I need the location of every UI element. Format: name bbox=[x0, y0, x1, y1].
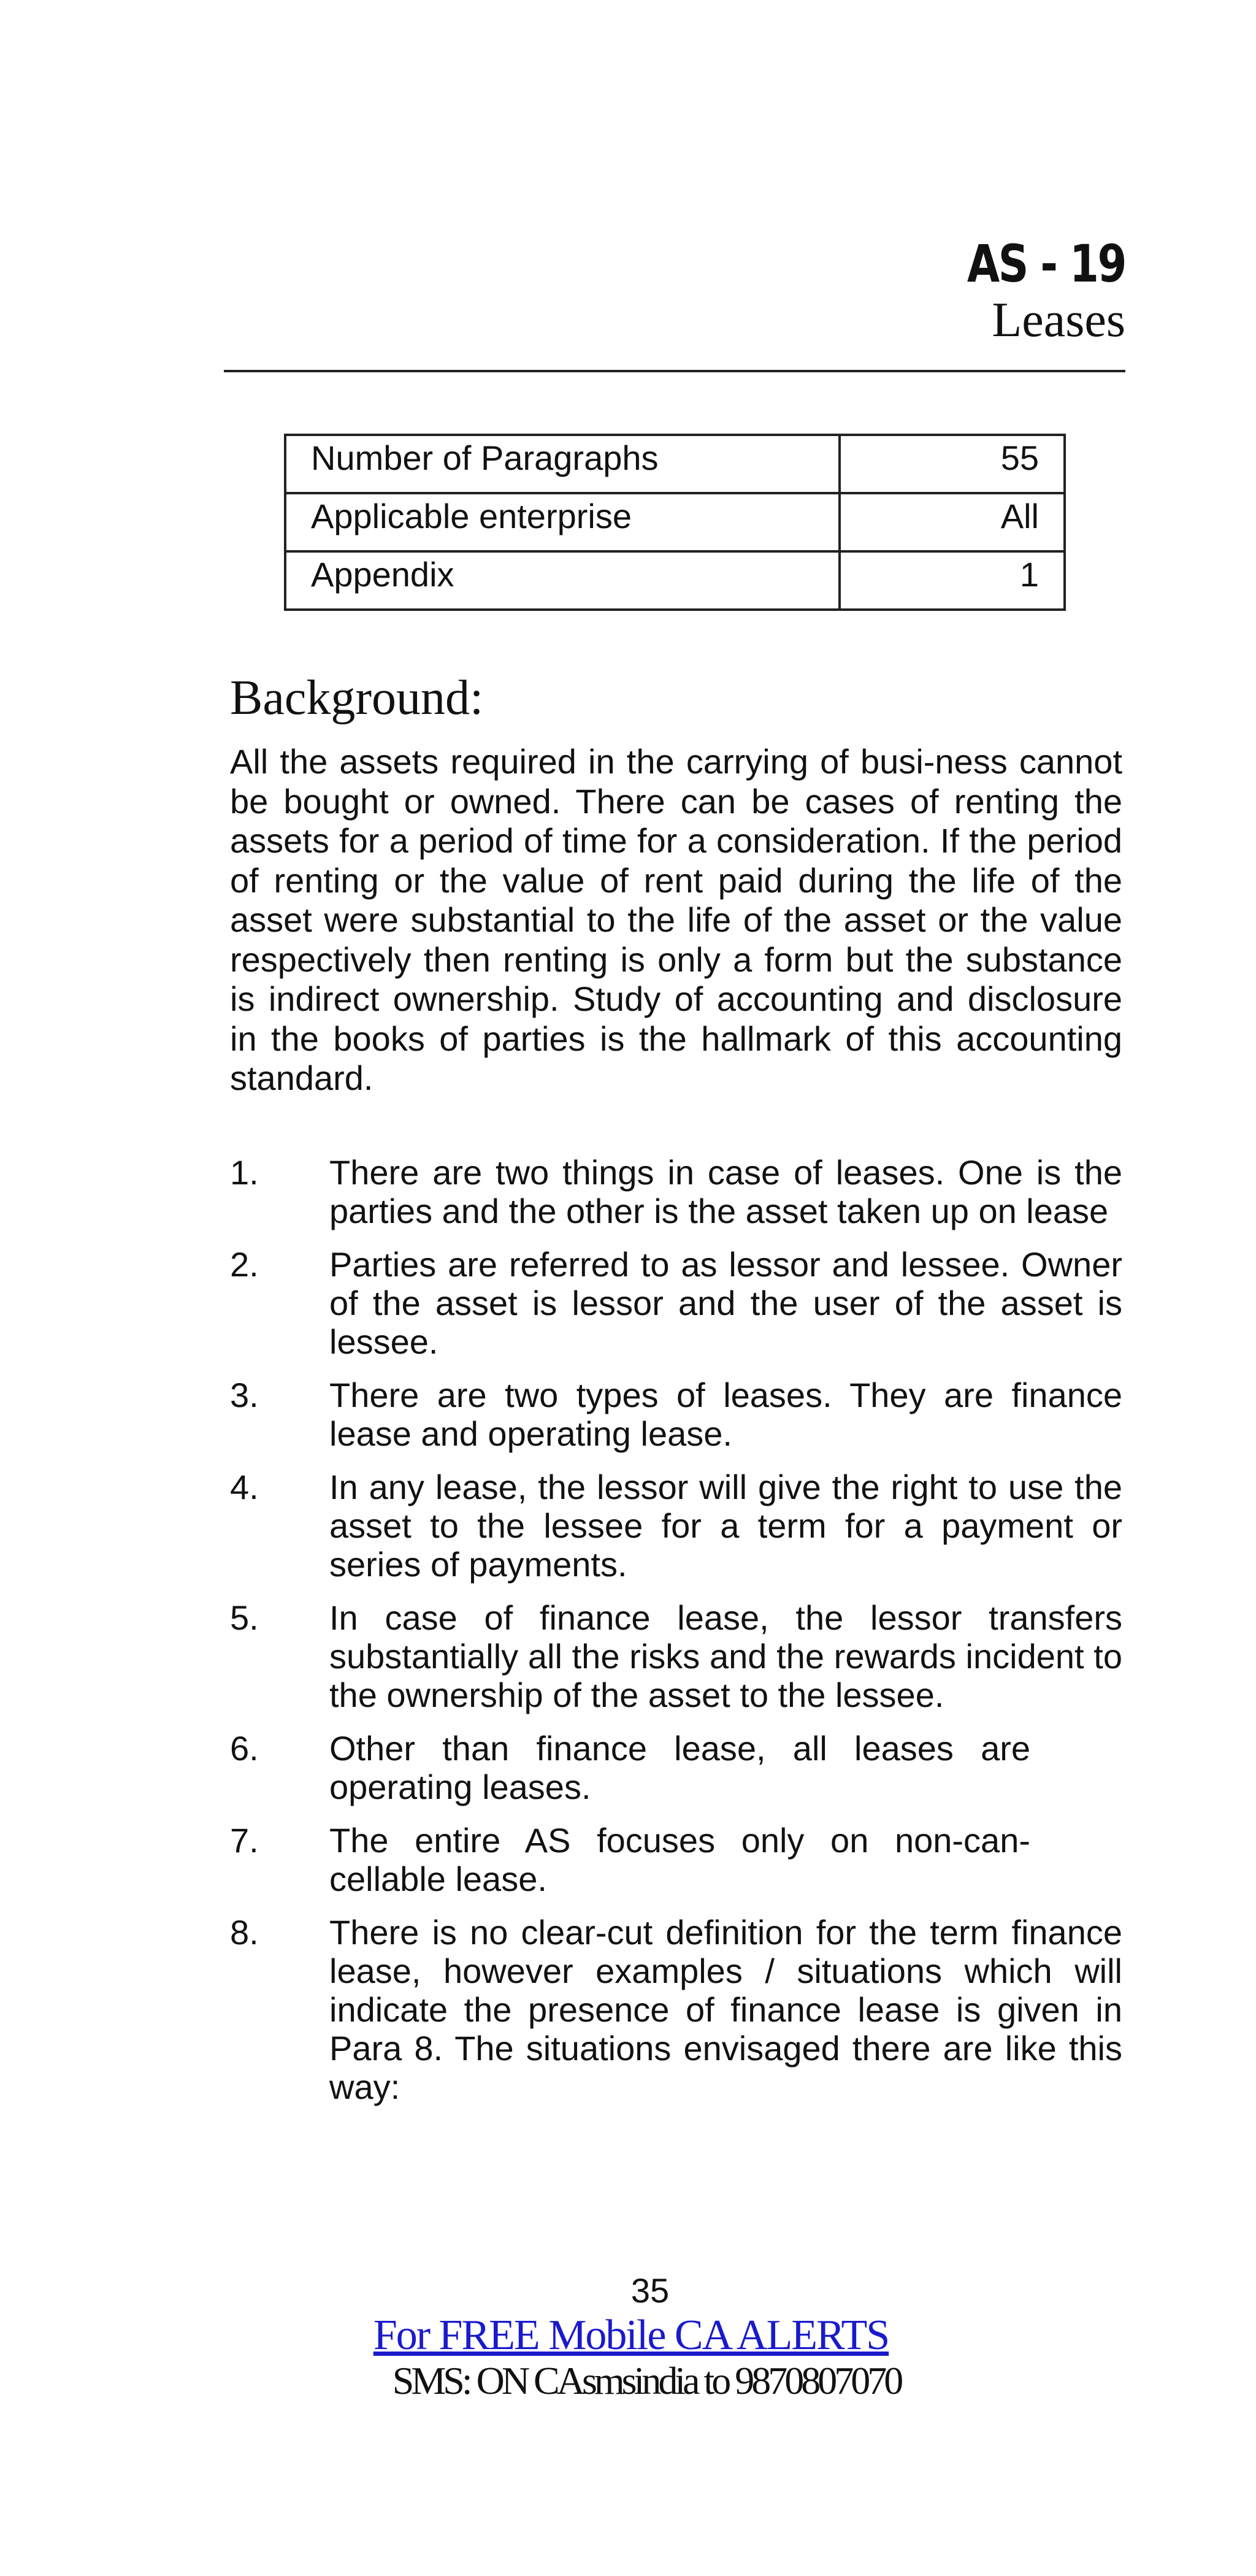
list-item-text: In case of finance lease, the lessor transfers substantially all the risks and the rewards incident to the ownership of the asset to the lessee. bbox=[329, 1598, 1122, 1714]
list-item-text: Other than finance lease, all leases are operating leases. bbox=[329, 1729, 1030, 1806]
list-item bbox=[230, 1821, 1122, 1898]
standard-number: AS - 19 bbox=[967, 234, 1125, 294]
list-item-text: Parties are referred to as lessor and lessee. Owner of the asset is lessor and the user of the asset is lessee. bbox=[329, 1245, 1122, 1361]
list-item bbox=[230, 1245, 1122, 1361]
list-item-number: 4. bbox=[230, 1468, 259, 1506]
list-item-text: The entire AS focuses only on non-can-cellable lease. bbox=[329, 1821, 1030, 1898]
table-cell-value: All bbox=[840, 493, 1065, 551]
table-row bbox=[285, 435, 1065, 493]
list-item-number: 1. bbox=[230, 1153, 259, 1192]
list-item bbox=[230, 1376, 1122, 1453]
standard-title: Leases bbox=[992, 293, 1125, 347]
free-alerts-link[interactable]: For FREE Mobile CA ALERTS bbox=[373, 2312, 889, 2359]
list-item-number: 3. bbox=[230, 1376, 259, 1414]
list-item bbox=[230, 1729, 1122, 1806]
list-item-number: 2. bbox=[230, 1245, 259, 1284]
list-item-text: In any lease, the lessor will give the right to use the asset to the lessee for a term for a payment or series of payments. bbox=[329, 1468, 1122, 1584]
numbered-points bbox=[230, 1153, 1122, 2121]
background-paragraph: All the assets required in the carrying of busi-ness cannot be bought or owned. There can be cases of renting the assets for a period of time for a consideration. If the period of renting or the value of rent paid during the life of the asset were substantial to the life of the asset or the value respectively then renting is only a form but the substance is indirect ownership. Study of accounting and disclosure in the books of parties is the hallmark of this accounting standard. bbox=[230, 742, 1122, 1097]
list-item-text: There are two types of leases. They are finance lease and operating lease. bbox=[329, 1376, 1122, 1453]
list-item-number: 7. bbox=[230, 1821, 259, 1860]
list-item bbox=[230, 1468, 1122, 1584]
list-item-number: 6. bbox=[230, 1729, 259, 1768]
table-cell-value: 1 bbox=[840, 551, 1065, 610]
sms-instruction: SMS: ON CAsmsindia to 9870807070 bbox=[392, 2359, 901, 2402]
table-row bbox=[285, 551, 1065, 610]
table-cell-label: Number of Paragraphs bbox=[285, 435, 840, 493]
table-cell-label: Appendix bbox=[285, 551, 840, 610]
list-item bbox=[230, 1913, 1122, 2106]
list-item bbox=[230, 1598, 1122, 1714]
page-footer bbox=[0, 2269, 1256, 2403]
list-item bbox=[230, 1153, 1122, 1230]
header-divider bbox=[224, 370, 1125, 372]
info-table bbox=[284, 434, 1066, 611]
list-item-number: 8. bbox=[230, 1913, 259, 1952]
list-item-number: 5. bbox=[230, 1598, 259, 1637]
table-row bbox=[285, 493, 1065, 551]
list-item-text: There is no clear-cut definition for the term finance lease, however examples / situations which will indicate the presence of finance lease is given in Para 8. The situations envisaged there are like this way: bbox=[329, 1913, 1122, 2106]
table-cell-label: Applicable enterprise bbox=[285, 493, 840, 551]
table-cell-value: 55 bbox=[840, 435, 1065, 493]
list-item-text: There are two things in case of leases. One is the parties and the other is the asset taken up on lease bbox=[329, 1153, 1122, 1230]
standard-header bbox=[224, 233, 1125, 348]
background-heading: Background: bbox=[230, 671, 484, 725]
page-number: 35 bbox=[630, 2271, 670, 2310]
